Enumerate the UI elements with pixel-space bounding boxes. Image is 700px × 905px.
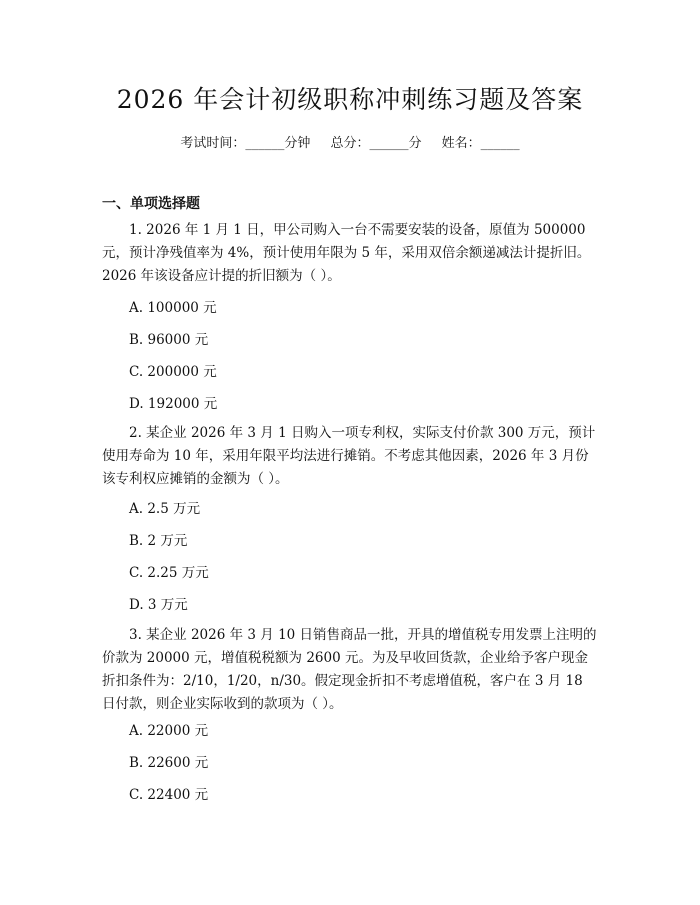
- option-1a: A. 100000 元: [129, 300, 217, 316]
- exam-meta: [0, 132, 700, 151]
- question-1: 1. 2026 年 1 月 1 日，甲公司购入一台不需要安装的设备，原值为 500000 元，预计净残值率为 4%，预计使用年限为 5 年，采用双倍余额递减法计提折旧。2026 年该设备应计提的折旧额为（ ）。: [102, 222, 591, 284]
- option-3a: A. 22000 元: [129, 723, 209, 739]
- option-2a: A. 2.5 万元: [129, 501, 201, 517]
- question-2: 2. 某企业 2026 年 3 月 1 日购入一项专利权，实际支付价款 300 万元，预计使用寿命为 10 年，采用年限平均法进行摊销。不考虑其他因素，2026 年 3 月份该专利权应摊销的金额为（ ）。: [102, 425, 596, 487]
- option-3b: B. 22600 元: [129, 755, 209, 771]
- question-3: 3. 某企业 2026 年 3 月 10 日销售商品一批，开具的增值税专用发票上注明的价款为 20000 元，增值税税额为 2600 元。为及早收回货款，企业给予客户现金折扣条件为：2/10，1/20，n/30。假定现金折扣不考虑增值税，客户在 3 月 18 日付款，则企业实际收到的款项为（ ）。: [102, 627, 597, 712]
- page-title: 2026 年会计初级职称冲刺练习题及答案: [116, 85, 584, 114]
- student-name: 姓名：______: [441, 136, 520, 151]
- option-1c: C. 200000 元: [129, 364, 217, 380]
- option-2c: C. 2.25 万元: [129, 565, 209, 581]
- option-2b: B. 2 万元: [129, 533, 188, 549]
- exam-time: 考试时间：______分钟: [180, 136, 311, 151]
- option-2d: D. 3 万元: [129, 597, 188, 613]
- option-3c: C. 22400 元: [129, 787, 209, 803]
- section-heading: 一、单项选择题: [102, 196, 200, 212]
- option-1d: D. 192000 元: [129, 396, 218, 412]
- option-1b: B. 96000 元: [129, 332, 209, 348]
- exam-score: 总分：______分: [330, 136, 422, 151]
